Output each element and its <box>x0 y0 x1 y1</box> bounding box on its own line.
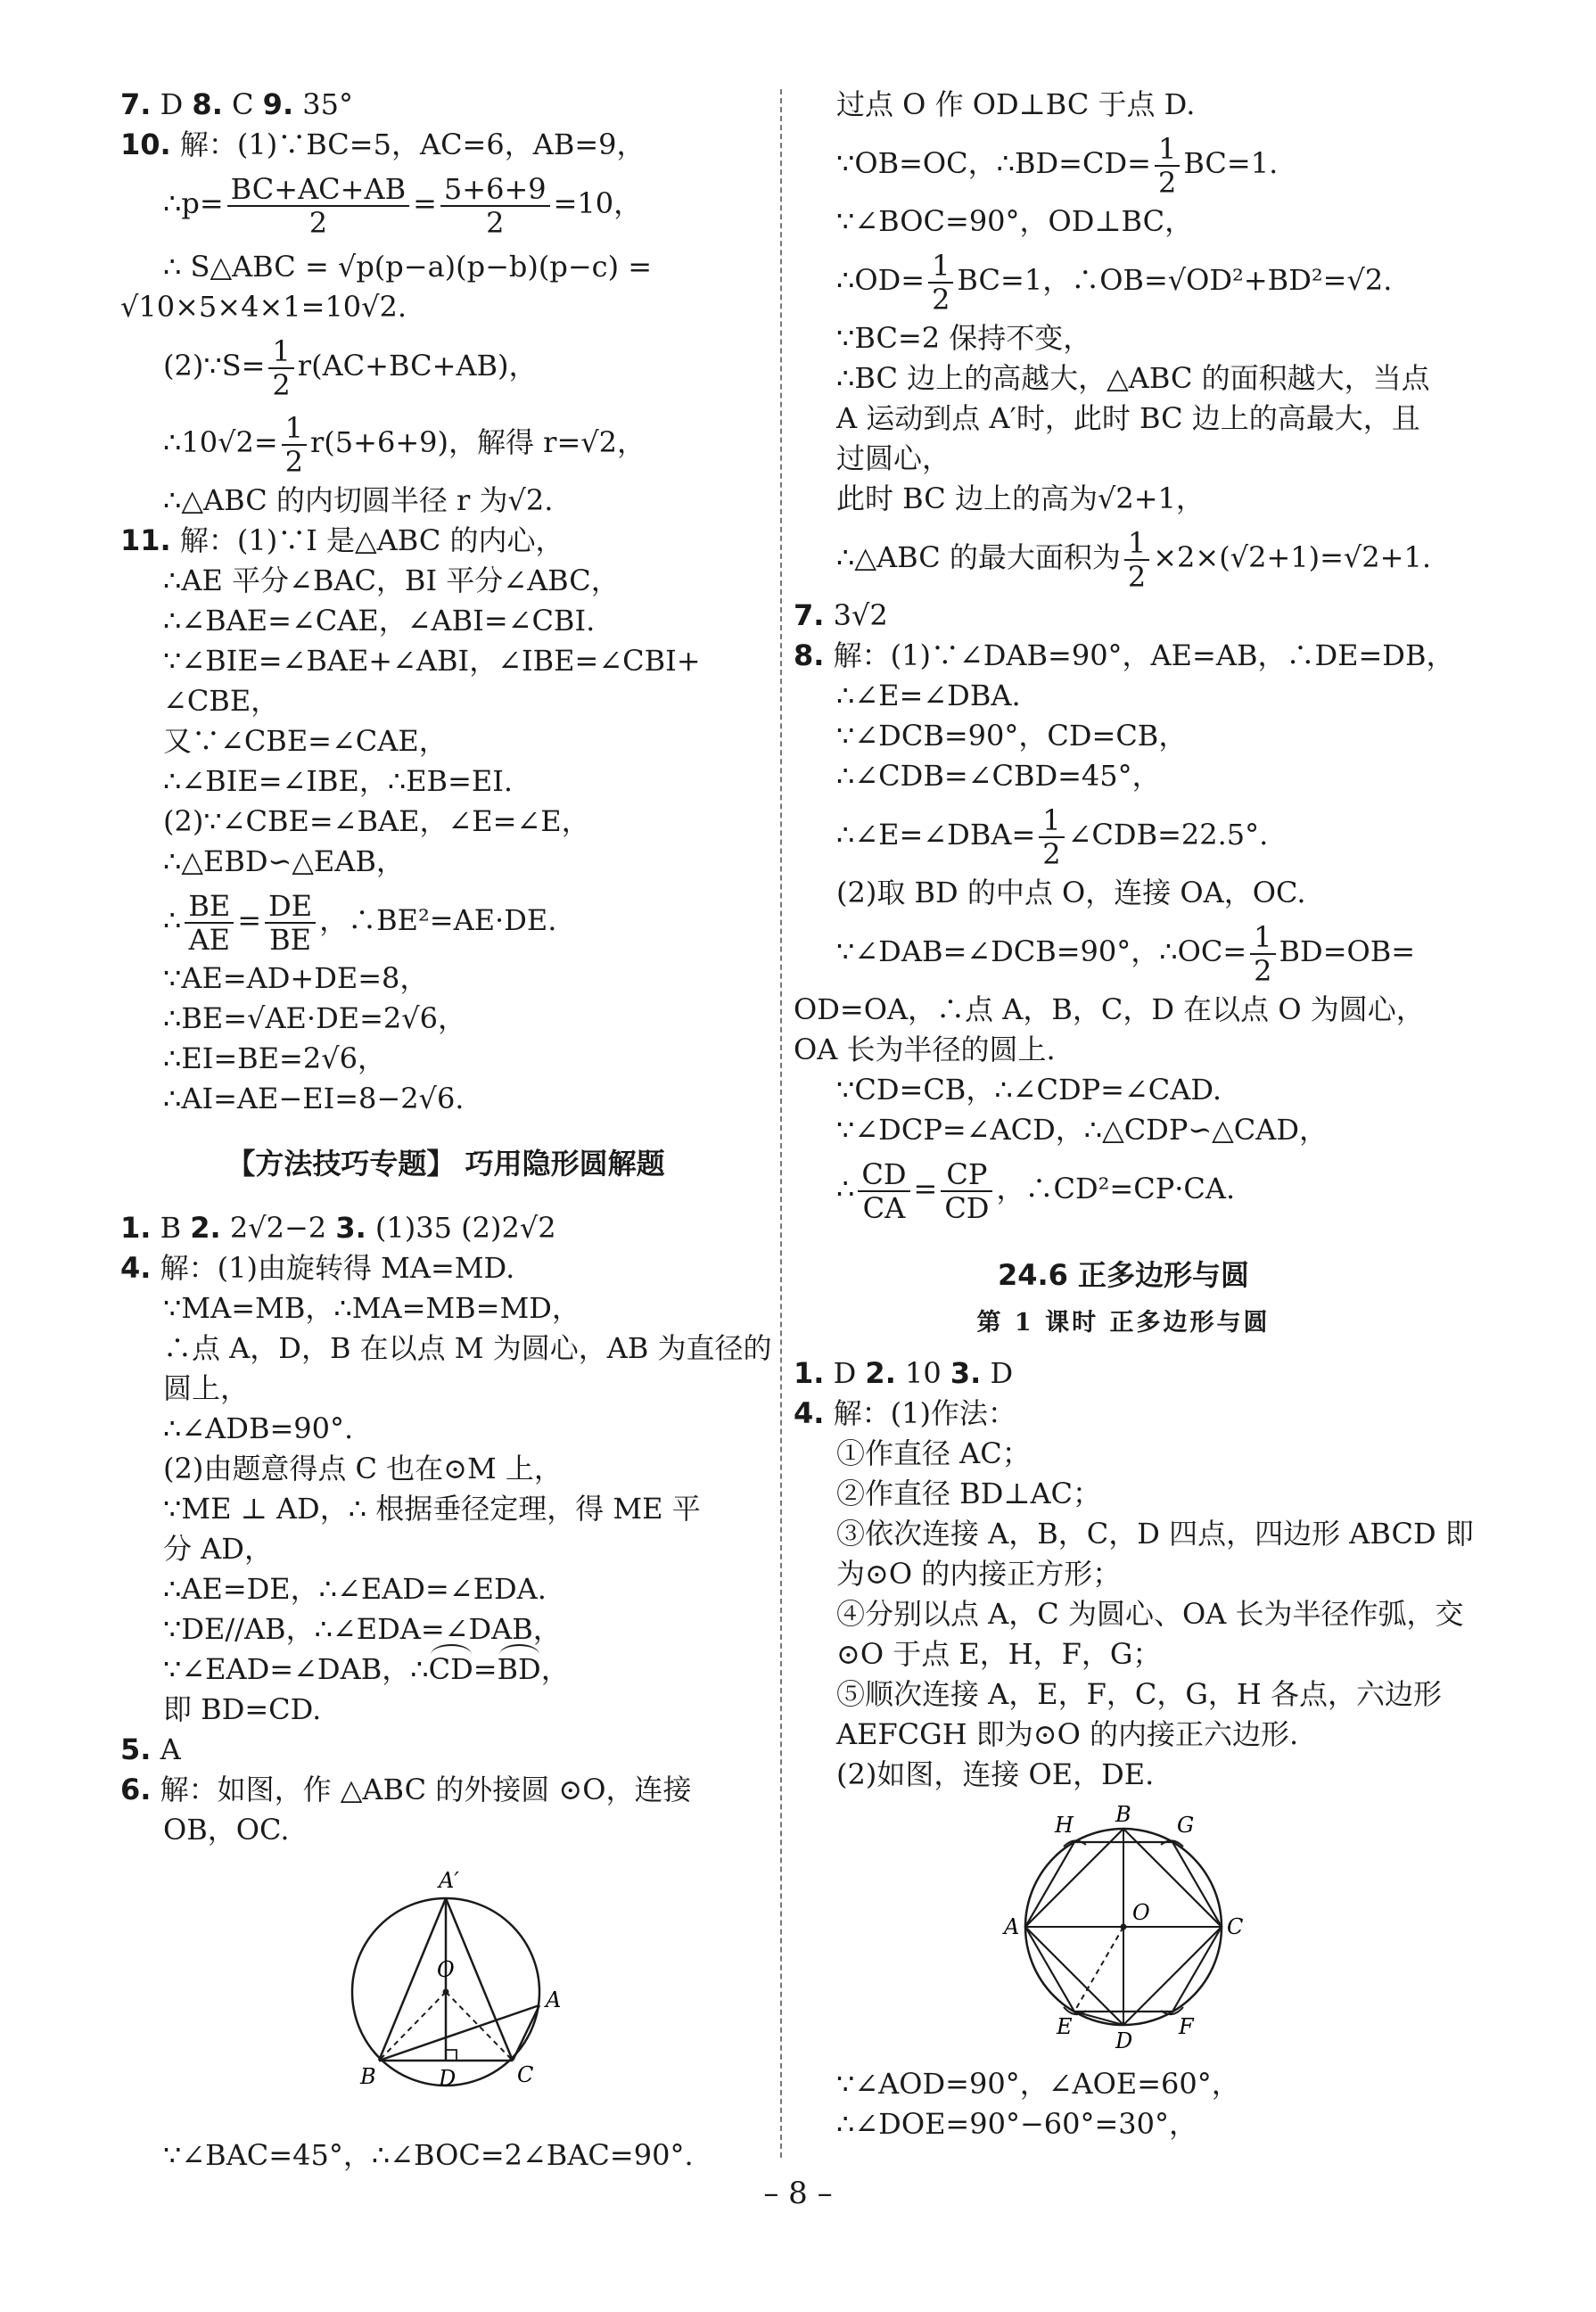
fraction <box>858 1158 909 1224</box>
r-line: ∴BC 边上的高越大，△ABC 的面积越大，当点 <box>836 361 1430 395</box>
label-g: G <box>1177 1813 1195 1838</box>
q11-line: 又∵∠CBE=∠CAE， <box>163 724 448 758</box>
denominator: 2 <box>1254 953 1272 988</box>
q10-line <box>120 125 771 165</box>
answer: 3√2 <box>824 598 888 632</box>
m4-line: ∴点 A，D，B 在以点 M 为圆心，AB 为直径的 <box>163 1331 772 1365</box>
denominator: 2 <box>272 367 291 402</box>
denominator: 2 <box>309 205 328 240</box>
text: 解：(1)作法： <box>824 1396 1016 1430</box>
m6-line <box>120 1770 771 1810</box>
r-line: 此时 BC 边上的高为√2+1， <box>836 481 1205 515</box>
denominator: AE <box>188 922 231 957</box>
r8-line: OA 长为半径的圆上. <box>794 1033 1056 1066</box>
label-b: B <box>1115 1802 1131 1827</box>
text: ∴△ABC 的最大面积为 <box>836 540 1121 574</box>
text: ∴p= <box>163 186 224 220</box>
fraction <box>941 1158 992 1224</box>
right-angle-mark <box>446 2050 457 2061</box>
q11-line: ∴AE 平分∠BAC，BI 平分∠ABC， <box>163 564 620 597</box>
s4-line: ②作直径 BD⊥AC； <box>836 1477 1102 1510</box>
text: ， <box>540 1652 570 1686</box>
numerator: 5+6+9 <box>440 173 550 207</box>
answers-1-3 <box>794 1353 1453 1394</box>
numerator: BC+AC+AB <box>227 173 409 207</box>
text: BC=1，∴OB=√OD²+BD²=√2. <box>957 263 1393 297</box>
q11-line: ∴∠BIE=∠IBE，∴EB=EI. <box>163 764 514 798</box>
numerator: CD <box>858 1158 909 1192</box>
m4-line: ∴AE=DE，∴∠EAD=∠EDA. <box>163 1572 547 1606</box>
r8-line: ∵∠DCB=90°，CD=CB， <box>836 719 1188 753</box>
text: 解：(1)∵BC=5，AC=6，AB=9， <box>170 128 646 161</box>
text: ∵∠DAB=∠DCB=90°，∴OC= <box>836 934 1247 968</box>
r-line: A 运动到点 A′时，此时 BC 边上的高最大，且 <box>836 401 1420 435</box>
fraction <box>1250 921 1275 987</box>
answers-7-9 <box>120 85 771 125</box>
numerator: BE <box>185 890 234 924</box>
answer: A <box>151 1732 181 1766</box>
numerator: 1 <box>1039 804 1064 838</box>
q-num: 8. <box>192 87 223 121</box>
denominator: 2 <box>486 205 505 240</box>
text: =10， <box>553 186 643 220</box>
label-f: F <box>1179 2014 1194 2039</box>
text: = <box>473 1652 498 1686</box>
q10-line: ∴△ABC 的内切圆半径 r 为√2. <box>163 483 554 517</box>
r8-line <box>794 636 1453 676</box>
fraction <box>928 250 953 316</box>
s4-line: ④分别以点 A，C 为圆心、OA 长为半径作弧，交 <box>836 1597 1464 1631</box>
q-num: 11. <box>120 523 171 557</box>
lesson-subtitle: 第 1 课时 正多边形与圆 <box>976 1309 1271 1337</box>
m4-line: 即 BD=CD. <box>163 1692 322 1726</box>
text: ，∴BE²=AE·DE. <box>319 903 557 937</box>
answer: B <box>151 1211 191 1245</box>
r8-line: ∴∠CDB=∠CBD=45°， <box>836 759 1161 793</box>
s4-line: ⑤顺次连接 A，E，F，C，G，H 各点，六边形 <box>836 1677 1442 1711</box>
r-line: 过圆心， <box>836 441 951 475</box>
inscribed-polygons-figure <box>990 1800 1257 2059</box>
q-num: 1. <box>120 1211 152 1245</box>
q-num: 2. <box>865 1356 896 1390</box>
label-e: E <box>1057 2014 1073 2039</box>
numerator: 1 <box>282 412 307 446</box>
text: ∴OD= <box>836 263 926 297</box>
m4-line: (2)由题意得点 C 也在⊙M 上， <box>163 1452 563 1485</box>
s4-line: 为⊙O 的内接正方形； <box>836 1557 1122 1591</box>
fraction <box>1155 133 1180 199</box>
s4-line: ⊙O 于点 E，H，F，G； <box>836 1637 1162 1671</box>
text: ∠CDB=22.5°. <box>1067 818 1269 852</box>
text: = <box>237 903 262 937</box>
arc-label: CD <box>429 1650 473 1690</box>
r-line: ∵∠BOC=90°，OD⊥BC， <box>836 204 1194 238</box>
answer: 10 <box>895 1356 950 1390</box>
r8-line <box>794 1150 1453 1227</box>
q11-line: ∴△EBD∽△EAB， <box>163 844 405 878</box>
q10-line <box>120 165 771 242</box>
r8-line <box>794 913 1453 990</box>
answer: D <box>824 1356 866 1390</box>
q-num: 1. <box>794 1356 825 1390</box>
q11-line: ∵AE=AD+DE=8， <box>163 961 429 995</box>
q11-line: ∴EI=BE=2√6， <box>163 1041 386 1075</box>
label-h: H <box>1055 1813 1074 1838</box>
text: r(AC+BC+AB)， <box>297 349 538 383</box>
label-c: C <box>517 2062 534 2087</box>
numerator: 1 <box>268 335 293 369</box>
q11-line <box>120 882 771 959</box>
text: ∵OB=OC，∴BD=CD= <box>836 146 1151 180</box>
section-title: 24.6 正多边形与圆 <box>997 1258 1250 1292</box>
arc-label: BD <box>498 1650 541 1690</box>
fraction <box>268 335 293 401</box>
m4-line <box>120 1248 771 1288</box>
q-num: 4. <box>794 1396 825 1430</box>
s4-line <box>794 1394 1453 1434</box>
label-a: A <box>546 1987 562 2012</box>
q11-line: (2)∵∠CBE=∠BAE，∠E=∠E， <box>163 804 590 838</box>
s4-line: AEFCGH 即为⊙O 的内接正六边形. <box>836 1717 1299 1751</box>
label-b: B <box>360 2064 376 2089</box>
fraction <box>282 412 307 478</box>
text: ∴ <box>163 903 182 937</box>
q-num: 9. <box>262 87 294 121</box>
answer: (1)35 (2)2√2 <box>366 1211 556 1245</box>
text: = <box>413 186 437 220</box>
label-d: D <box>1115 2028 1133 2053</box>
label-a: A <box>1004 1914 1020 1939</box>
numerator: 1 <box>1124 527 1149 561</box>
m6-line: OB，OC. <box>163 1813 290 1847</box>
r8-line <box>794 796 1453 873</box>
m4-line: 分 AD， <box>163 1532 273 1566</box>
q-num: 3. <box>950 1356 982 1390</box>
page-number: – 8 – <box>763 2176 833 2211</box>
q-num: 4. <box>120 1251 152 1285</box>
answer: 2√2−2 <box>220 1211 336 1245</box>
s4-line: (2)如图，连接 OE，DE. <box>836 1757 1155 1791</box>
q-num: 3. <box>335 1211 366 1245</box>
numerator: CP <box>941 1158 992 1192</box>
label-c: C <box>1227 1914 1244 1939</box>
q10-line <box>120 404 771 481</box>
text: ∴∠E=∠DBA= <box>836 818 1036 852</box>
segment <box>379 1898 446 2061</box>
r8-line: ∴∠E=∠DBA. <box>836 679 1021 712</box>
q11-line <box>120 521 771 561</box>
denominator: 2 <box>1042 836 1061 871</box>
label-o: O <box>1132 1900 1150 1925</box>
text: ，∴CD²=CP·CA. <box>996 1172 1236 1205</box>
segment <box>379 2005 539 2061</box>
q10-line: √10×5×4×1=10√2. <box>120 290 407 324</box>
text: ×2×(√2+1)=√2+1. <box>1153 540 1431 574</box>
fraction <box>185 890 234 956</box>
r8-line: (2)取 BD 的中点 O，连接 OA，OC. <box>836 876 1306 909</box>
denominator: CD <box>944 1190 990 1225</box>
text: ∵∠EAD=∠DAB，∴ <box>163 1652 429 1686</box>
denominator: 2 <box>932 282 950 317</box>
text: 解：(1)∵∠DAB=90°，AE=AB，∴DE=DB， <box>824 638 1455 672</box>
text: ∴ <box>836 1172 855 1205</box>
s4-line: ①作直径 AC； <box>836 1436 1031 1470</box>
m4-line: ∵DE//AB，∴∠EDA=∠DAB， <box>163 1612 562 1646</box>
fraction <box>265 890 316 956</box>
r8-line: OD=OA，∴点 A，B，C，D 在以点 O 为圆心， <box>794 992 1425 1026</box>
left-column <box>120 85 771 2176</box>
q-num: 2. <box>190 1211 221 1245</box>
r8-line: ∵∠DCP=∠ACD，∴△CDP∽△CAD， <box>836 1113 1329 1147</box>
dashed-oe <box>1074 1927 1123 2012</box>
denominator: 2 <box>284 444 303 479</box>
m4-line: ∵MA=MB，∴MA=MB=MD， <box>163 1291 580 1325</box>
s4-line: ∴∠DOE=90°−60°=30°， <box>836 2107 1198 2141</box>
text: 解：(1)由旋转得 MA=MD. <box>151 1251 515 1285</box>
center-dot <box>443 1989 449 1995</box>
center-dot <box>1121 1924 1127 1930</box>
m4-line: ∵ME ⊥ AD，∴ 根据垂径定理，得 ME 平 <box>163 1492 701 1526</box>
m6-line: ∵∠BAC=45°，∴∠BOC=2∠BAC=90°. <box>163 2138 694 2172</box>
fraction <box>1039 804 1064 870</box>
text: BD=OB= <box>1279 934 1416 968</box>
answer: D <box>151 87 193 121</box>
r-line: ∵BC=2 保持不变， <box>836 321 1092 355</box>
text: 解：如图，作 △ABC 的外接圆 ⊙O，连接 <box>151 1773 692 1806</box>
q10-line <box>120 327 771 404</box>
text: 解：(1)∵I 是△ABC 的内心， <box>170 523 564 557</box>
numerator: DE <box>265 890 316 924</box>
circumcircle-figure <box>312 1863 580 2130</box>
right-column <box>794 85 1474 2144</box>
label-d: D <box>439 2066 457 2091</box>
answer: D <box>981 1356 1014 1390</box>
denominator: 2 <box>1127 559 1147 594</box>
numerator: 1 <box>1155 133 1180 167</box>
q-num: 6. <box>120 1773 152 1806</box>
q-num: 7. <box>794 598 825 632</box>
answers-1-3 <box>120 1208 771 1248</box>
s4-line: ③依次连接 A，B，C，D 四点，四边形 ABCD 即 <box>836 1517 1474 1551</box>
q-num: 10. <box>120 128 171 161</box>
r-line <box>794 125 1453 202</box>
text: r(5+6+9)，解得 r=√2， <box>310 425 646 459</box>
m5-line <box>120 1730 771 1770</box>
m4-line <box>120 1650 771 1690</box>
fraction <box>440 173 550 239</box>
s4-line: ∵∠AOD=90°，∠AOE=60°， <box>836 2067 1240 2101</box>
fraction <box>227 173 409 239</box>
r-line <box>794 242 1453 318</box>
numerator: 1 <box>1250 921 1275 955</box>
r8-line: ∵CD=CB，∴∠CDP=∠CAD. <box>836 1073 1222 1107</box>
q11-line: ∴BE=√AE·DE=2√6， <box>163 1001 467 1035</box>
text: ∴10√2= <box>163 425 278 459</box>
label-o: O <box>437 1957 455 1982</box>
q11-line: ∵∠BIE=∠BAE+∠ABI，∠IBE=∠CBI+ <box>163 644 701 678</box>
q-num: 8. <box>794 638 825 672</box>
r7-line <box>794 596 1453 636</box>
answer: C <box>222 87 263 121</box>
q-num: 5. <box>120 1732 152 1766</box>
r-line: 过点 O 作 OD⊥BC 于点 D. <box>836 87 1196 121</box>
denominator: 2 <box>1157 165 1177 200</box>
text: = <box>913 1172 938 1205</box>
r-line <box>794 519 1453 596</box>
m4-line: ∴∠ADB=90°. <box>163 1411 354 1445</box>
denominator: BE <box>269 922 311 957</box>
q10-line: ∴ S△ABC = √p(p−a)(p−b)(p−c) = <box>163 250 653 284</box>
dashed-segment <box>379 1992 446 2061</box>
denominator: CA <box>862 1190 906 1225</box>
text: (2)∵S= <box>163 349 266 383</box>
q-num: 7. <box>120 87 152 121</box>
section-title: 【方法技巧专题】 巧用隐形圆解题 <box>226 1147 665 1181</box>
label-a-prime: A′ <box>439 1868 459 1893</box>
q11-line: ∠CBE， <box>163 684 280 718</box>
text: BC=1. <box>1183 146 1279 180</box>
answer: 35° <box>293 87 353 121</box>
numerator: 1 <box>928 250 953 284</box>
column-divider <box>780 89 782 2158</box>
fraction <box>1124 527 1149 593</box>
segment <box>446 1898 513 2061</box>
q11-line: ∴AI=AE−EI=8−2√6. <box>163 1082 465 1115</box>
q11-line: ∴∠BAE=∠CAE，∠ABI=∠CBI. <box>163 604 596 638</box>
m4-line: 圆上， <box>163 1371 250 1405</box>
